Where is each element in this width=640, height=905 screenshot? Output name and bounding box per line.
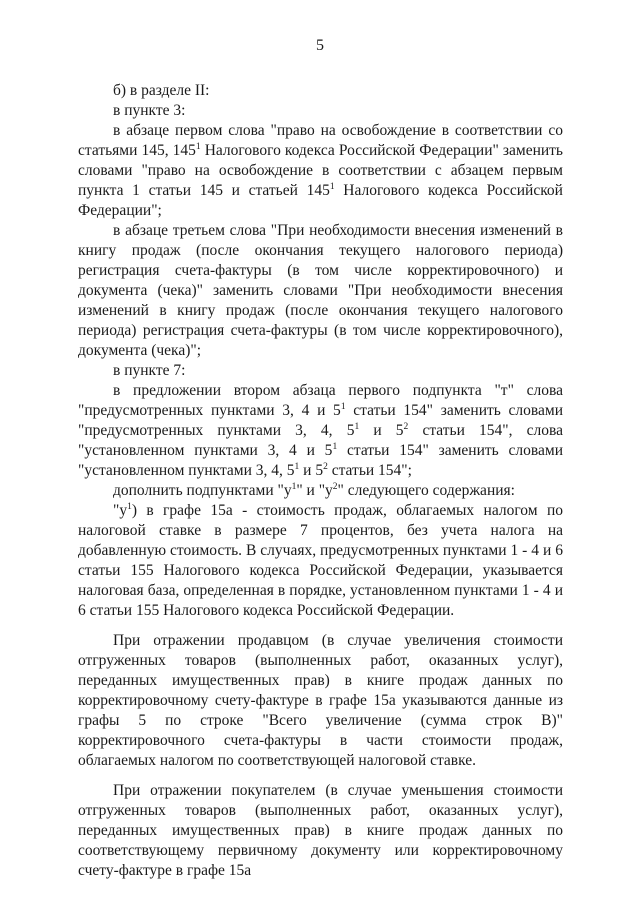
- text-run: ) в графе 15а - стоимость продаж, облагаемых налогом по налоговой ставке в размере 7 процентов, без учета налога на добавленную стоимость. В случаях, предусмотренных пунктами 1 - 4 и 6 статьи 155 Налогового кодекса Российской Федерации, указывается налоговая база, определенная в порядке, установленном пунктами 1 - 4 и 6 статьи 155 Налогового кодекса Российской Федерации.: [78, 502, 563, 619]
- text-run: в пункте 7:: [113, 362, 186, 379]
- superscript: 1: [291, 482, 297, 492]
- superscript: 2: [332, 482, 338, 492]
- text-run: Налогового кодекса Российской Федерации" заменить словами "право на освобождение в соответствии с абзацем первым пункта 1 статьи 145 и статьей 145: [78, 142, 564, 199]
- text-run: в абзаце третьем слова "При необходимости внесения изменений в книгу продаж (после окончания текущего налогового периода) регистрация счета-фактуры (в том числе корректировочного) и документа (чека)" заменить словами "При необходимости внесения изменений в книгу продаж (после окончания текущего налогового периода) регистрация счета-фактуры (в том числе корректировочного), документа (чека)";: [78, 222, 563, 359]
- superscript: 1: [127, 502, 132, 512]
- paragraph: [78, 361, 563, 381]
- text-run: При отражении продавцом (в случае увеличения стоимости отгруженных товаров (выполненных работ, оказанных услуг), переданных имущественных прав) в книге продаж данных по корректировочному счету-фактуре в графе 15а указываются данные из графы 5 по строке "Всего увеличение (сумма строк В)" корректировочного счета-фактуры в части стоимости продаж, облагаемых налогом по соответствующей налоговой ставке.: [78, 632, 563, 769]
- text-run: статьи 154";: [327, 462, 412, 479]
- paragraph: [78, 631, 563, 771]
- page-number: 5: [316, 37, 324, 54]
- text-run: При отражении покупателем (в случае уменьшения стоимости отгруженных товаров (выполненных работ, оказанных услуг), переданных имущественных прав) в книге продаж данных по соответствующему первичному документу или корректировочному счету-фактуре в графе 15а: [78, 782, 563, 879]
- text-run: статьи 154", слова "установленном пунктами 3, 4 и 5: [78, 422, 563, 459]
- text-run: "у: [113, 502, 128, 519]
- document-body: [78, 81, 563, 881]
- text-run: " и "у: [296, 482, 333, 499]
- text-run: в предложении втором абзаца первого подпункта "т" слова "предусмотренных пунктами 3, 4 и 5: [78, 382, 563, 419]
- superscript: 2: [403, 422, 409, 432]
- text-run: в абзаце первом слова "право на освобождение в соответствии со статьями 145, 145: [78, 122, 563, 159]
- text-run: Налогового кодекса Российской Федерации";: [78, 182, 563, 219]
- text-run: в пункте 3:: [113, 102, 186, 119]
- text-run: статьи 154" заменить словами "предусмотренных пунктами 3, 4, 5: [78, 402, 563, 439]
- superscript: 2: [323, 462, 328, 472]
- paragraph: [78, 381, 563, 481]
- text-run: дополнить подпунктами "у: [113, 482, 292, 499]
- paragraph: [78, 101, 563, 121]
- superscript: 1: [195, 142, 201, 152]
- superscript: 1: [354, 422, 360, 432]
- superscript: 1: [340, 402, 346, 412]
- paragraph: [78, 221, 563, 361]
- text-run: " следующего содержания:: [337, 482, 515, 499]
- text-run: статьи 154" заменить словами "установленном пунктами 3, 4, 5: [78, 442, 563, 479]
- text-run: и 5: [359, 422, 404, 439]
- paragraph: [78, 481, 563, 501]
- paragraph: [78, 501, 563, 621]
- superscript: 1: [332, 442, 338, 452]
- text-run: б) в разделе II:: [113, 82, 210, 99]
- superscript: 1: [329, 182, 335, 192]
- text-run: и 5: [299, 462, 324, 479]
- paragraph: [78, 121, 563, 221]
- paragraph: [78, 781, 563, 881]
- superscript: 1: [294, 462, 300, 472]
- paragraph: [78, 81, 563, 101]
